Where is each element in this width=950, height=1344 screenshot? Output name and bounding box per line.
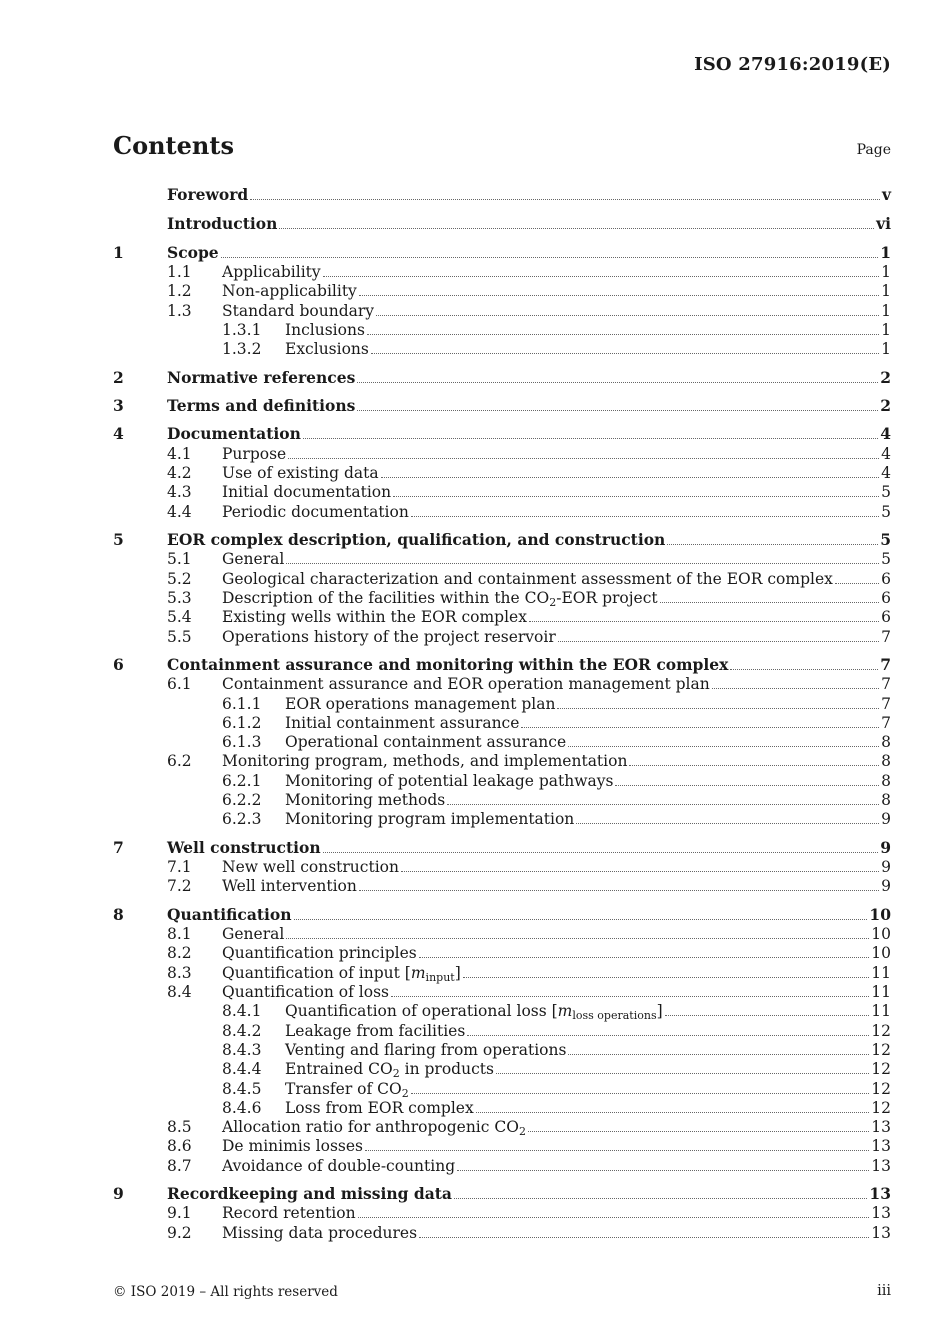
toc-entry[interactable] — [113, 655, 891, 675]
toc-entry[interactable] — [113, 607, 891, 627]
toc-entry-page: 13 — [869, 1184, 891, 1203]
toc-entry-title: Venting and flaring from operations — [285, 1041, 567, 1059]
dot-leader — [391, 995, 869, 997]
dot-leader — [419, 956, 870, 958]
toc-entry-title: Allocation ratio for anthropogenic $CO_2$ — [222, 1118, 526, 1138]
dot-leader — [529, 620, 879, 622]
toc-entry-title: Non-applicability — [222, 282, 357, 300]
toc-entry-title: Initial containment assurance — [285, 714, 520, 732]
toc-entry[interactable] — [113, 751, 891, 771]
toc-entry-number: 7 — [113, 838, 124, 857]
toc-entry-number: 1.1 — [167, 263, 192, 281]
toc-entry-title: Quantification principles — [222, 944, 417, 962]
toc-entry-page: 10 — [871, 925, 891, 943]
dot-leader — [401, 870, 879, 872]
toc-entry-number: 8.5 — [167, 1118, 192, 1136]
toc-entry-number: 8.4.5 — [222, 1080, 262, 1098]
toc-entry-number: 6.1.3 — [222, 733, 262, 751]
toc-entry[interactable] — [113, 674, 891, 694]
toc-entry-page: 6 — [881, 589, 891, 607]
toc-entry-page: 6 — [881, 570, 891, 588]
toc-entry-title: Transfer of $CO_2$ — [285, 1080, 409, 1100]
toc-entry-page: 13 — [871, 1224, 891, 1242]
toc-entry-page: 1 — [881, 340, 891, 358]
toc-entry[interactable] — [113, 320, 891, 340]
toc-entry-page: 4 — [881, 445, 891, 463]
toc-entry[interactable] — [113, 185, 891, 205]
toc-entry-title: Normative references — [167, 368, 356, 387]
toc-entry-title: Missing data procedures — [222, 1224, 418, 1242]
footer-page-number: iii — [877, 1283, 891, 1299]
dot-leader — [323, 851, 879, 853]
dot-leader — [358, 1216, 870, 1218]
dot-leader — [568, 745, 879, 747]
toc-entry[interactable] — [113, 857, 891, 877]
toc-entry-number: 8.3 — [167, 964, 192, 982]
toc-entry-number: 5.1 — [167, 550, 192, 568]
dot-leader — [376, 314, 879, 316]
toc-entry[interactable] — [113, 281, 891, 301]
toc-entry-page: 7 — [881, 714, 891, 732]
toc-entry-page: 12 — [871, 1041, 891, 1059]
toc-entry-number: 1.3.2 — [222, 340, 262, 358]
toc-entry-number: 8.1 — [167, 925, 192, 943]
toc-entry-title: Entrained $CO_2$ in products — [285, 1060, 494, 1080]
dot-leader — [221, 256, 879, 258]
dot-leader — [660, 601, 879, 603]
toc-entry-number: 8.7 — [167, 1157, 192, 1175]
toc-entry-number: 9 — [113, 1184, 124, 1203]
toc-entry-number: 6.1.2 — [222, 714, 262, 732]
document-code: ISO 27916:2019(E) — [694, 54, 891, 75]
toc-entry[interactable] — [113, 905, 891, 925]
toc-entry-page: 7 — [881, 628, 891, 646]
toc-entry[interactable] — [113, 569, 891, 589]
toc-entry-title: Operations history of the project reservoir — [222, 628, 556, 646]
toc-entry-title: Quantification of operational loss $[m_{loss operations}]$ — [285, 1002, 663, 1022]
toc-entry[interactable] — [113, 530, 891, 550]
dot-leader — [250, 198, 880, 200]
toc-entry-page: 5 — [881, 483, 891, 501]
toc-entry-page: 4 — [880, 424, 891, 443]
toc-entry-page: 12 — [871, 1080, 891, 1098]
toc-entry-title: Containment assurance and EOR operation management plan — [222, 675, 710, 693]
toc-entry-page: 5 — [881, 550, 891, 568]
toc-entry-title: Quantification of loss — [222, 983, 389, 1001]
dot-leader — [381, 476, 880, 478]
toc-entry-page: 9 — [881, 877, 891, 895]
toc-entry-page: 9 — [880, 838, 891, 857]
toc-entry-page: 8 — [881, 733, 891, 751]
toc-entry-number: 8 — [113, 905, 124, 924]
toc-entry-number: 6.2.2 — [222, 791, 262, 809]
dot-leader — [447, 803, 879, 805]
toc-entry[interactable] — [113, 982, 891, 1002]
toc-entry-number: 9.1 — [167, 1204, 192, 1222]
toc-entry-title: Operational containment assurance — [285, 733, 567, 751]
dot-leader — [411, 1092, 870, 1094]
page-column-label: Page — [856, 142, 891, 158]
toc-entry-title: Monitoring program, methods, and implementation — [222, 752, 628, 770]
toc-entry-page: 13 — [871, 1137, 891, 1155]
toc-entry-number: 8.4.2 — [222, 1022, 262, 1040]
toc-entry[interactable] — [113, 444, 891, 464]
toc-entry-title: Introduction — [167, 214, 278, 233]
toc-entry-page: 13 — [871, 1204, 891, 1222]
toc-entry-page: 5 — [880, 530, 891, 549]
toc-entry-page: 10 — [869, 905, 891, 924]
toc-entry-title: Containment assurance and monitoring within the EOR complex — [167, 655, 729, 674]
toc-entry-title: Well intervention — [222, 877, 357, 895]
toc-entry[interactable] — [113, 502, 891, 522]
dot-leader — [667, 543, 878, 545]
dot-leader — [286, 937, 869, 939]
toc-entry-title: Description of the facilities within the $CO_2$-EOR project — [222, 589, 658, 609]
dot-leader — [712, 687, 879, 689]
toc-entry-number: 8.4 — [167, 983, 192, 1001]
toc-entry-number: 1 — [113, 243, 124, 262]
toc-entry-number: 5 — [113, 530, 124, 549]
dot-leader — [521, 726, 879, 728]
dot-leader — [665, 1014, 870, 1016]
toc-entry-number: 8.4.6 — [222, 1099, 262, 1117]
toc-entry-page: 12 — [871, 1022, 891, 1040]
toc-entry-page: 6 — [881, 608, 891, 626]
dot-leader — [476, 1111, 870, 1113]
toc-entry-number: 4.3 — [167, 483, 192, 501]
toc-entry-number: 4.1 — [167, 445, 192, 463]
toc-entry-number: 8.4.3 — [222, 1041, 262, 1059]
dot-leader — [367, 333, 879, 335]
toc-entry[interactable] — [113, 963, 891, 983]
toc-entry[interactable] — [113, 301, 891, 321]
toc-entry-page: 11 — [871, 964, 891, 982]
toc-entry-title: De minimis losses — [222, 1137, 363, 1155]
toc-entry-title: Use of existing data — [222, 464, 379, 482]
dot-leader — [835, 582, 879, 584]
toc-entry-title: EOR complex description, qualification, and construction — [167, 530, 666, 549]
toc-entry-page: 2 — [880, 368, 891, 387]
toc-entry-page: 13 — [871, 1118, 891, 1136]
toc-entry-page: 11 — [871, 983, 891, 1001]
toc-entry-page: 2 — [880, 396, 891, 415]
toc-entry-title: Periodic documentation — [222, 503, 409, 521]
toc-entry-title: Monitoring methods — [285, 791, 446, 809]
toc-entry-title: Inclusions — [285, 321, 365, 339]
dot-leader — [568, 1053, 869, 1055]
toc-entry-title: Foreword — [167, 185, 249, 204]
toc-entry[interactable] — [113, 339, 891, 359]
toc-entry[interactable] — [113, 771, 891, 791]
toc-entry-page: 1 — [881, 302, 891, 320]
toc-entry[interactable] — [113, 588, 891, 608]
toc-entry-page: 7 — [881, 675, 891, 693]
dot-leader — [371, 352, 879, 354]
toc-entry[interactable] — [113, 482, 891, 502]
toc-entry-number: 5.4 — [167, 608, 192, 626]
toc-entry-number: 1.3 — [167, 302, 192, 320]
toc-entry-page: 12 — [871, 1060, 891, 1078]
toc-entry-title: Terms and definitions — [167, 396, 356, 415]
toc-entry-page: 1 — [881, 282, 891, 300]
dot-leader — [357, 381, 878, 383]
toc-entry[interactable] — [113, 924, 891, 944]
footer-copyright: © ISO 2019 – All rights reserved — [113, 1284, 338, 1300]
toc-entry-number: 2 — [113, 368, 124, 387]
toc-entry-number: 8.2 — [167, 944, 192, 962]
toc-entry-title: Purpose — [222, 445, 287, 463]
toc-entry-number: 6.2.1 — [222, 772, 262, 790]
toc-entry-title: EOR operations management plan — [285, 695, 556, 713]
dot-leader — [365, 1149, 869, 1151]
toc-entry-number: 1.2 — [167, 282, 192, 300]
toc-entry-number: 5.3 — [167, 589, 192, 607]
toc-entry-page: 8 — [881, 752, 891, 770]
toc-entry-number: 6.1 — [167, 675, 192, 693]
dot-leader — [294, 918, 868, 920]
toc-entry-title: Scope — [167, 243, 219, 262]
toc-entry-title: Quantification — [167, 905, 292, 924]
toc-entry[interactable] — [113, 790, 891, 810]
dot-leader — [615, 784, 879, 786]
toc-entry[interactable] — [113, 214, 891, 234]
dot-leader — [357, 409, 878, 411]
toc-entry[interactable] — [113, 262, 891, 282]
toc-entry-title: Monitoring program implementation — [285, 810, 575, 828]
toc-entry-number: 6 — [113, 655, 124, 674]
toc-entry-number: 4.2 — [167, 464, 192, 482]
toc-entry-page: 4 — [881, 464, 891, 482]
toc-entry-title: General — [222, 550, 285, 568]
toc-entry-page: 13 — [871, 1157, 891, 1175]
dot-leader — [286, 562, 879, 564]
toc-entry[interactable] — [113, 463, 891, 483]
dot-leader — [359, 294, 879, 296]
toc-entry[interactable] — [113, 627, 891, 647]
toc-entry[interactable] — [113, 809, 891, 829]
toc-entry-number: 5.2 — [167, 570, 192, 588]
toc-entry-number: 8.4.4 — [222, 1060, 262, 1078]
dot-leader — [419, 1236, 869, 1238]
toc-entry-page: 12 — [871, 1099, 891, 1117]
toc-entry-title: Geological characterization and containment assessment of the EOR complex — [222, 570, 833, 588]
toc-entry[interactable] — [113, 713, 891, 733]
toc-entry[interactable] — [113, 549, 891, 569]
toc-entry-page: 8 — [881, 772, 891, 790]
toc-entry-title: General — [222, 925, 285, 943]
toc-entry-number: 1.3.1 — [222, 321, 262, 339]
toc-entry[interactable] — [113, 1040, 891, 1060]
dot-leader — [496, 1072, 869, 1074]
toc-entry[interactable] — [113, 1117, 891, 1137]
toc-entry-number: 7.2 — [167, 877, 192, 895]
toc-entry[interactable] — [113, 1184, 891, 1204]
toc-entry-title: Initial documentation — [222, 483, 392, 501]
toc-entry[interactable] — [113, 396, 891, 416]
toc-entry[interactable] — [113, 943, 891, 963]
toc-entry-page: 9 — [881, 858, 891, 876]
toc-entry-page: 7 — [880, 655, 891, 674]
toc-entry[interactable] — [113, 368, 891, 388]
dot-leader — [557, 707, 879, 709]
toc-entry-number: 8.4.1 — [222, 1002, 262, 1020]
toc-entry-number: 8.6 — [167, 1137, 192, 1155]
toc-entry-title: Quantification of input $[m_{input}]$ — [222, 964, 461, 984]
toc-entry[interactable] — [113, 694, 891, 714]
toc-entry-number: 6.2.3 — [222, 810, 262, 828]
dot-leader — [730, 668, 878, 670]
toc-entry[interactable] — [113, 1223, 891, 1243]
toc-entry-page: 11 — [871, 1002, 891, 1020]
toc-entry-number: 5.5 — [167, 628, 192, 646]
toc-entry[interactable] — [113, 1136, 891, 1156]
dot-leader — [558, 640, 879, 642]
toc-entry-number: 3 — [113, 396, 124, 415]
toc-entry-page: 1 — [880, 243, 891, 262]
toc-entry-title: Standard boundary — [222, 302, 375, 320]
toc-entry[interactable] — [113, 243, 891, 263]
dot-leader — [288, 457, 879, 459]
dot-leader — [279, 227, 874, 229]
toc-entry-number: 7.1 — [167, 858, 192, 876]
toc-entry-page: 1 — [881, 263, 891, 281]
dot-leader — [467, 1034, 869, 1036]
toc-entry-page: 9 — [881, 810, 891, 828]
toc-entry[interactable] — [113, 876, 891, 896]
toc-entry-title: Documentation — [167, 424, 301, 443]
toc-entry[interactable] — [113, 1021, 891, 1041]
toc-entry-page: v — [881, 185, 891, 204]
toc-entry[interactable] — [113, 1059, 891, 1079]
toc-entry[interactable] — [113, 424, 891, 444]
toc-entry-title: Avoidance of double-counting — [222, 1157, 456, 1175]
dot-leader — [576, 822, 879, 824]
toc-entry-page: vi — [876, 214, 891, 233]
toc-entry[interactable] — [113, 1203, 891, 1223]
toc-entry[interactable] — [113, 1098, 891, 1118]
toc-entry-page: 1 — [881, 321, 891, 339]
dot-leader — [303, 437, 878, 439]
toc-entry-title: New well construction — [222, 858, 399, 876]
toc-entry-title: Exclusions — [285, 340, 369, 358]
dot-leader — [359, 889, 879, 891]
dot-leader — [463, 976, 870, 978]
toc-entry[interactable] — [113, 1156, 891, 1176]
dot-leader — [323, 275, 879, 277]
contents-heading: Contents — [113, 131, 234, 160]
dot-leader — [457, 1169, 869, 1171]
toc-entry[interactable] — [113, 838, 891, 858]
toc-entry-number: 4 — [113, 424, 124, 443]
toc-entry-title: Well construction — [167, 838, 321, 857]
toc-entry-title: Existing wells within the EOR complex — [222, 608, 527, 626]
toc-entry-title: Recordkeeping and missing data — [167, 1184, 452, 1203]
dot-leader — [411, 515, 879, 517]
toc-entry[interactable] — [113, 1001, 891, 1021]
toc-entry-title: Loss from EOR complex — [285, 1099, 474, 1117]
dot-leader — [393, 495, 879, 497]
toc-entry-page: 8 — [881, 791, 891, 809]
toc-entry-title: Leakage from facilities — [285, 1022, 466, 1040]
toc-entry-title: Monitoring of potential leakage pathways — [285, 772, 614, 790]
toc-entry-page: 5 — [881, 503, 891, 521]
toc-entry-title: Applicability — [222, 263, 321, 281]
toc-entry-number: 6.1.1 — [222, 695, 262, 713]
toc-entry-number: 9.2 — [167, 1224, 192, 1242]
toc-entry-number: 4.4 — [167, 503, 192, 521]
dot-leader — [454, 1197, 867, 1199]
toc-entry-page: 7 — [881, 695, 891, 713]
toc-entry-page: 10 — [871, 944, 891, 962]
toc-entry[interactable] — [113, 732, 891, 752]
toc-entry-number: 6.2 — [167, 752, 192, 770]
dot-leader — [528, 1130, 869, 1132]
dot-leader — [629, 764, 879, 766]
toc-entry[interactable] — [113, 1079, 891, 1099]
toc-entry-title: Record retention — [222, 1204, 356, 1222]
